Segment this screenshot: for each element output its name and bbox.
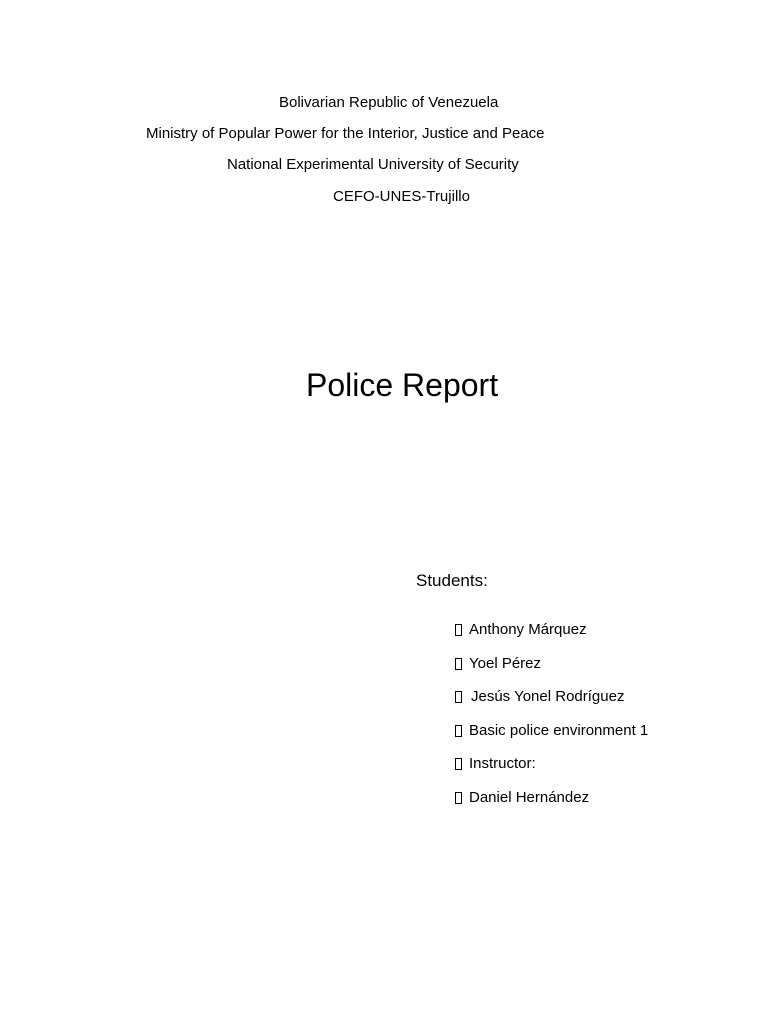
checkbox-icon (455, 658, 462, 670)
header-line-campus: CEFO-UNES-Trujillo (333, 188, 470, 205)
list-item-text: Jesús Yonel Rodríguez (471, 688, 625, 706)
checkbox-icon (455, 725, 462, 737)
list-item (455, 722, 648, 740)
students-list (455, 621, 648, 807)
list-item-text: Daniel Hernández (469, 788, 590, 806)
checkbox-icon (455, 691, 462, 703)
checkbox-icon (455, 792, 462, 804)
list-item (455, 789, 648, 807)
checkbox-icon (455, 624, 462, 636)
header-line-country: Bolivarian Republic of Venezuela (279, 94, 499, 111)
list-item-text: Instructor: (469, 755, 536, 773)
document-title: Police Report (306, 367, 499, 403)
checkbox-icon (455, 758, 462, 770)
header-line-university: National Experimental University of Security (227, 156, 519, 173)
header-line-ministry: Ministry of Popular Power for the Interior, Justice and Peace (146, 125, 545, 142)
list-item (455, 755, 648, 773)
list-item (455, 621, 648, 639)
list-item (455, 688, 648, 706)
list-item (455, 655, 648, 673)
list-item-text: Basic police environment 1 (469, 721, 649, 739)
students-heading: Students: (416, 571, 488, 590)
list-item-text: Yoel Pérez (469, 654, 541, 672)
list-item-text: Anthony Márquez (469, 621, 587, 638)
